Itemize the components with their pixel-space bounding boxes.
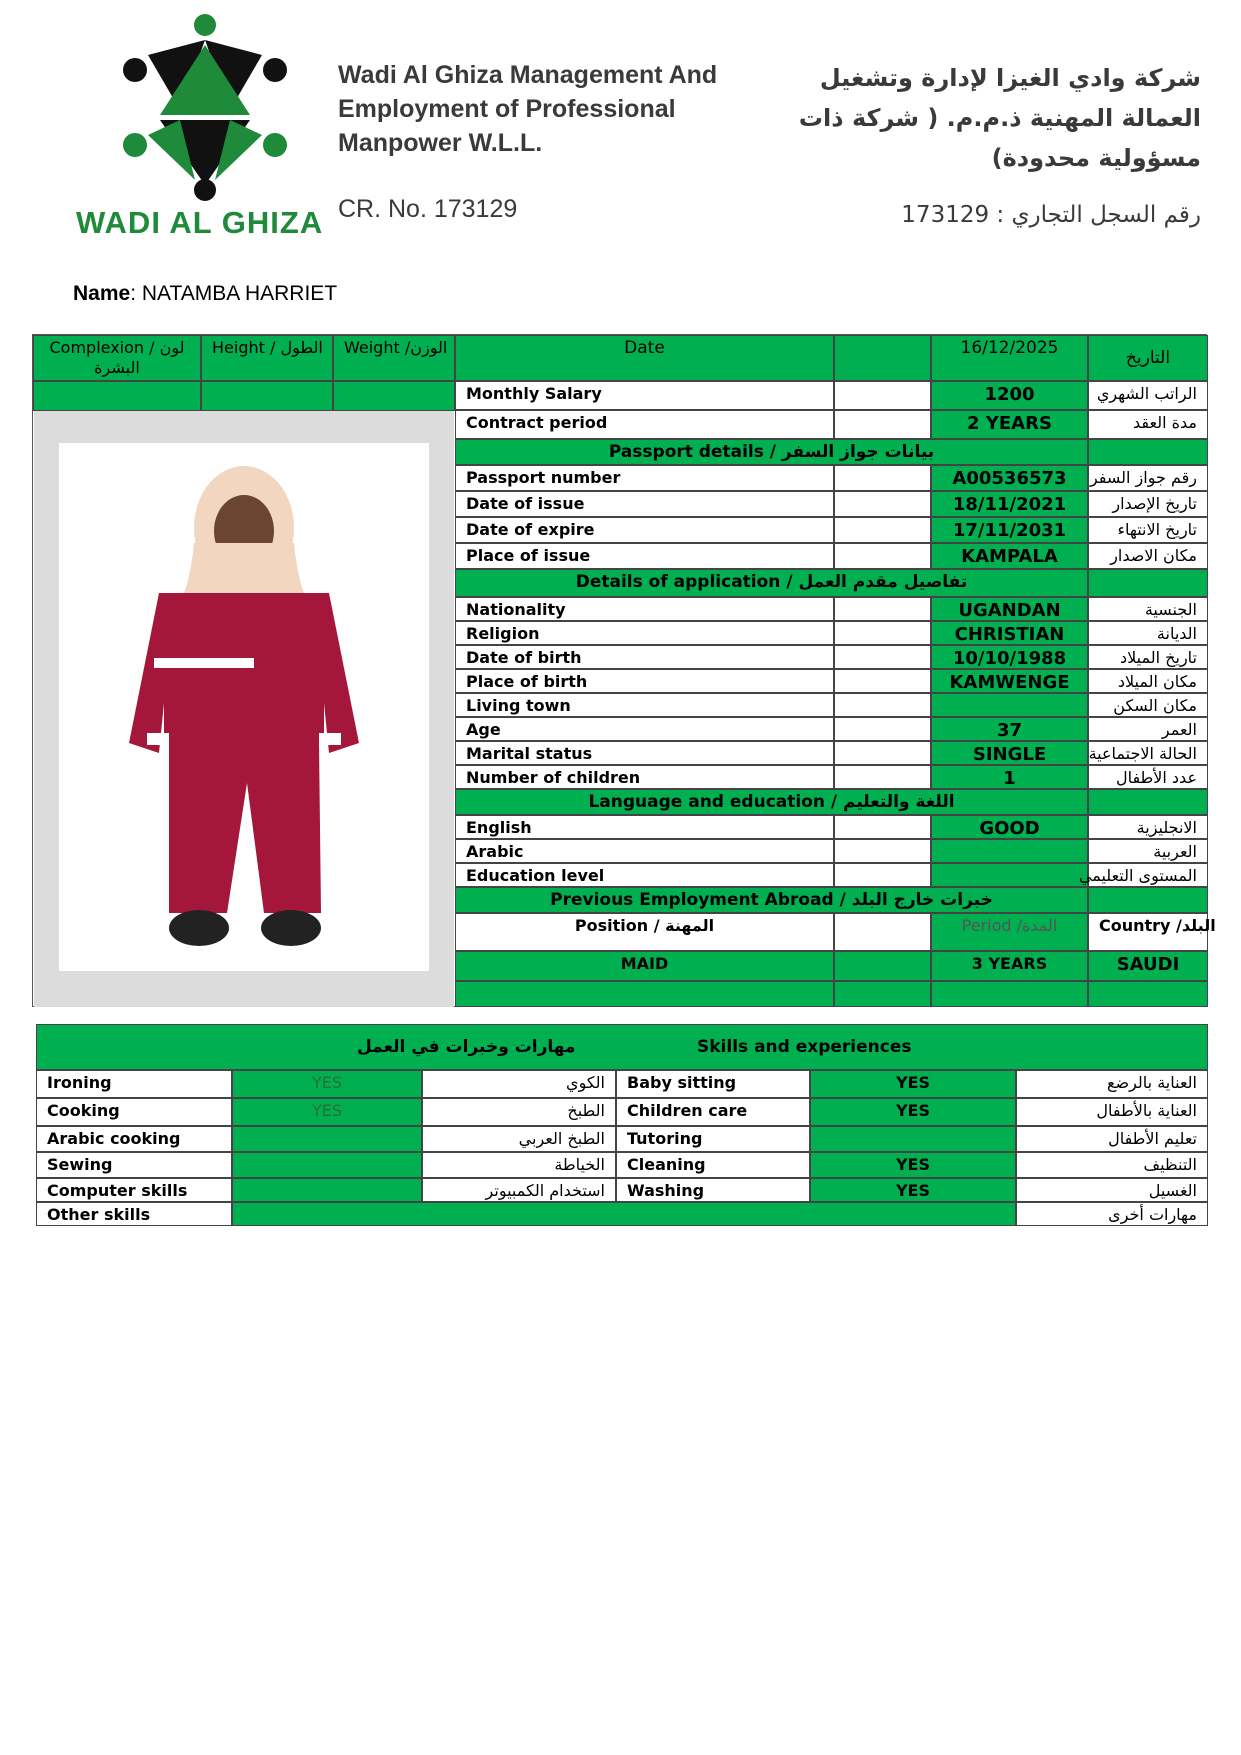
application-row-6-label-ar: الحالة الاجتماعية xyxy=(1088,741,1208,765)
skill-right-4-label-ar: الغسيل xyxy=(1016,1178,1208,1202)
application-row-3-label-ar: مكان الميلاد xyxy=(1088,669,1208,693)
application-row-6-blank xyxy=(834,741,931,765)
cv-main-table xyxy=(32,334,1216,1007)
height-value xyxy=(201,381,333,411)
language-row-2-label-ar: المستوى التعليمي xyxy=(1088,863,1208,887)
application-row-2-value: 10/10/1988 xyxy=(931,645,1088,669)
skill-left-4-value xyxy=(232,1178,422,1202)
passport-row-2-value: 17/11/2031 xyxy=(931,517,1088,543)
skill-left-0-value: YES xyxy=(232,1070,422,1098)
application-row-0-label: Nationality xyxy=(455,597,834,621)
language-row-1-label: Arabic xyxy=(455,839,834,863)
passport-row-1-blank xyxy=(834,491,931,517)
skill-left-2-value xyxy=(232,1126,422,1152)
skill-right-0-label: Baby sitting xyxy=(616,1070,810,1098)
weight-header: Weight /الوزن xyxy=(333,335,455,381)
employment-country-value: SAUDI xyxy=(1088,951,1208,981)
passport-row-0-label: Passport number xyxy=(455,465,834,491)
skill-left-4-label-ar: استخدام الكمبيوتر xyxy=(422,1178,616,1202)
language-row-1-blank xyxy=(834,839,931,863)
skills-table xyxy=(36,1024,1208,1229)
skill-other-label-ar: مهارات أخرى xyxy=(1016,1202,1208,1226)
skill-left-4-label: Computer skills xyxy=(36,1178,232,1202)
letterhead xyxy=(0,0,1241,270)
skill-left-2-label-ar: الطبخ العربي xyxy=(422,1126,616,1152)
passport-title: Passport details / بيانات جواز السفر xyxy=(455,439,1088,465)
skills-title-en: Skills and experiences xyxy=(697,1037,912,1057)
date-blank xyxy=(834,335,931,381)
passport-row-2-label: Date of expire xyxy=(455,517,834,543)
language-row-1-label-ar: العربية xyxy=(1088,839,1208,863)
application-row-1-label-ar: الديانة xyxy=(1088,621,1208,645)
skill-right-3-value: YES xyxy=(810,1152,1016,1178)
application-row-7-blank xyxy=(834,765,931,789)
application-title: Details of application / تفاصيل مقدم العمل xyxy=(455,569,1088,597)
skill-right-1-label-ar: العناية بالأطفال xyxy=(1016,1098,1208,1126)
application-row-5-label-ar: العمر xyxy=(1088,717,1208,741)
application-row-5-value: 37 xyxy=(931,717,1088,741)
language-row-0-label: English xyxy=(455,815,834,839)
skill-other-value xyxy=(232,1202,1016,1226)
language-row-2-label: Education level xyxy=(455,863,834,887)
skill-left-1-label-ar: الطبخ xyxy=(422,1098,616,1126)
language-row-2-blank xyxy=(834,863,931,887)
passport-row-3-label: Place of issue xyxy=(455,543,834,569)
skill-right-2-value xyxy=(810,1126,1016,1152)
language-row-1-value xyxy=(931,839,1088,863)
complexion-value xyxy=(33,381,201,411)
application-row-1-label: Religion xyxy=(455,621,834,645)
employment-position-header: Position / المهنة xyxy=(455,913,834,951)
language-title: Language and education / اللغة والتعليم xyxy=(455,789,1088,815)
company-name-en: Wadi Al Ghiza Management And Employment of Professional Manpower W.L.L. xyxy=(338,61,718,157)
skill-right-1-label: Children care xyxy=(616,1098,810,1126)
height-header: Height / الطول xyxy=(201,335,333,381)
employment-period-header: Period /المدة xyxy=(931,913,1088,951)
empty-row-b xyxy=(834,981,931,1007)
application-row-1-value: CHRISTIAN xyxy=(931,621,1088,645)
cr-number-ar: رقم السجل التجاري : 173129 xyxy=(901,202,1201,228)
contract-row-1-value: 2 YEARS xyxy=(931,410,1088,439)
language-title-end xyxy=(1088,789,1208,815)
passport-row-1-label: Date of issue xyxy=(455,491,834,517)
weight-value xyxy=(333,381,455,411)
passport-row-0-label-ar: رقم جواز السفر xyxy=(1088,465,1208,491)
skill-right-0-value: YES xyxy=(810,1070,1016,1098)
company-name-ar: شركة وادي الغيزا لإدارة وتشغيل العمالة المهنية ذ.م.م. ( شركة ذات مسؤولية محدودة) xyxy=(798,64,1201,172)
language-row-0-label-ar: الانجليزية xyxy=(1088,815,1208,839)
date-value: 16/12/2025 xyxy=(931,335,1088,381)
passport-row-0-blank xyxy=(834,465,931,491)
application-row-0-value: UGANDAN xyxy=(931,597,1088,621)
application-row-1-blank xyxy=(834,621,931,645)
employment-position-value: MAID xyxy=(455,951,834,981)
date-label-ar: التاريخ xyxy=(1088,335,1208,381)
contract-row-0-label-ar: الراتب الشهري xyxy=(1088,381,1208,410)
contract-row-1-label: Contract period xyxy=(455,410,834,439)
passport-row-3-blank xyxy=(834,543,931,569)
employment-title-end xyxy=(1088,887,1208,913)
skill-other-label: Other skills xyxy=(36,1202,232,1226)
skill-left-3-value xyxy=(232,1152,422,1178)
application-row-5-blank xyxy=(834,717,931,741)
complexion-header: Complexion / لون البشرة xyxy=(33,335,201,381)
passport-row-3-value: KAMPALA xyxy=(931,543,1088,569)
cr-number-en: CR. No. 173129 xyxy=(338,195,518,223)
language-row-2-value xyxy=(931,863,1088,887)
person-figure-icon xyxy=(59,443,429,971)
contract-row-0-blank xyxy=(834,381,931,410)
skill-left-0-label: Ironing xyxy=(36,1070,232,1098)
passport-row-3-label-ar: مكان الاصدار xyxy=(1088,543,1208,569)
skill-left-3-label-ar: الخياطة xyxy=(422,1152,616,1178)
language-row-0-value: GOOD xyxy=(931,815,1088,839)
date-label: Date xyxy=(455,335,834,381)
skill-right-4-label: Washing xyxy=(616,1178,810,1202)
application-row-0-label-ar: الجنسية xyxy=(1088,597,1208,621)
application-row-2-label: Date of birth xyxy=(455,645,834,669)
photo-frame xyxy=(34,411,454,1007)
contract-row-1-label-ar: مدة العقد xyxy=(1088,410,1208,439)
skill-right-1-value: YES xyxy=(810,1098,1016,1126)
skill-left-1-value: YES xyxy=(232,1098,422,1126)
passport-row-0-value: A00536573 xyxy=(931,465,1088,491)
application-row-6-label: Marital status xyxy=(455,741,834,765)
application-row-3-value: KAMWENGE xyxy=(931,669,1088,693)
logo-wordmark: WADI AL GHIZA xyxy=(76,205,324,240)
candidate-photo xyxy=(59,443,429,971)
application-title-end xyxy=(1088,569,1208,597)
passport-row-2-label-ar: تاريخ الانتهاء xyxy=(1088,517,1208,543)
employment-value-blank xyxy=(834,951,931,981)
skill-right-4-value: YES xyxy=(810,1178,1016,1202)
application-row-4-label: Living town xyxy=(455,693,834,717)
skills-title-ar: مهارات وخبرات في العمل xyxy=(357,1037,576,1057)
application-row-4-value xyxy=(931,693,1088,717)
passport-title-end xyxy=(1088,439,1208,465)
application-row-6-value: SINGLE xyxy=(931,741,1088,765)
empty-row-d xyxy=(1088,981,1208,1007)
employment-header-blank xyxy=(834,913,931,951)
employment-country-header: Country /البلد xyxy=(1088,913,1208,951)
application-row-7-value: 1 xyxy=(931,765,1088,789)
application-row-7-label: Number of children xyxy=(455,765,834,789)
skills-title-bar xyxy=(36,1024,1208,1070)
skill-left-1-label: Cooking xyxy=(36,1098,232,1126)
language-row-0-blank xyxy=(834,815,931,839)
application-row-5-label: Age xyxy=(455,717,834,741)
application-row-7-label-ar: عدد الأطفال xyxy=(1088,765,1208,789)
passport-row-1-label-ar: تاريخ الإصدار xyxy=(1088,491,1208,517)
employment-title: Previous Employment Abroad / خبرات خارج البلد xyxy=(455,887,1088,913)
application-row-0-blank xyxy=(834,597,931,621)
contract-row-1-blank xyxy=(834,410,931,439)
contract-row-0-label: Monthly Salary xyxy=(455,381,834,410)
skill-left-0-label-ar: الكوي xyxy=(422,1070,616,1098)
employment-period-value: 3 YEARS xyxy=(931,951,1088,981)
application-row-3-label: Place of birth xyxy=(455,669,834,693)
skill-right-0-label-ar: العناية بالرضع xyxy=(1016,1070,1208,1098)
empty-row-c xyxy=(931,981,1088,1007)
application-row-4-label-ar: مكان السكن xyxy=(1088,693,1208,717)
candidate-name-line xyxy=(73,282,337,306)
application-row-2-blank xyxy=(834,645,931,669)
skill-right-3-label-ar: التنظيف xyxy=(1016,1152,1208,1178)
application-row-4-blank xyxy=(834,693,931,717)
skill-right-2-label: Tutoring xyxy=(616,1126,810,1152)
skill-right-3-label: Cleaning xyxy=(616,1152,810,1178)
skill-left-2-label: Arabic cooking xyxy=(36,1126,232,1152)
skill-left-3-label: Sewing xyxy=(36,1152,232,1178)
empty-row-a xyxy=(455,981,834,1007)
application-row-2-label-ar: تاريخ الميلاد xyxy=(1088,645,1208,669)
passport-row-2-blank xyxy=(834,517,931,543)
passport-row-1-value: 18/11/2021 xyxy=(931,491,1088,517)
candidate-name: : NATAMBA HARRIET xyxy=(130,282,338,305)
name-label: Name xyxy=(73,282,131,305)
application-row-3-blank xyxy=(834,669,931,693)
skill-right-2-label-ar: تعليم الأطفال xyxy=(1016,1126,1208,1152)
contract-row-0-value: 1200 xyxy=(931,381,1088,410)
